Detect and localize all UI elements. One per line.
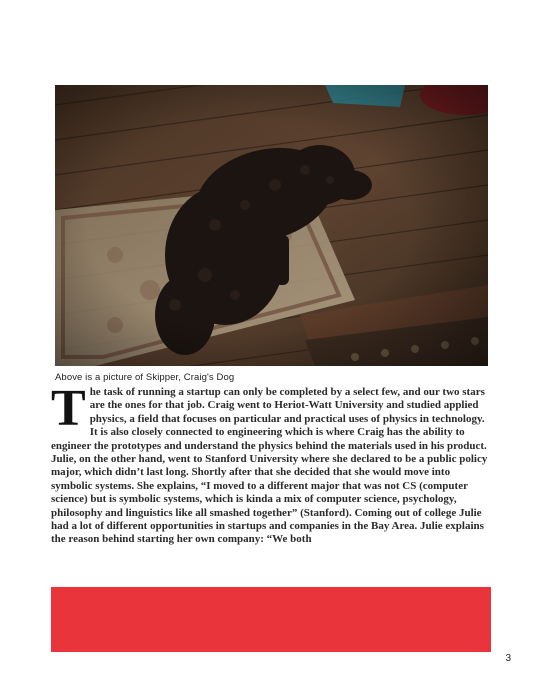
- drop-cap: T: [51, 380, 86, 437]
- photo-caption: Above is a picture of Skipper, Craig's Dog: [55, 372, 235, 383]
- dog-photo: [55, 85, 488, 366]
- article-paragraph-2: Julie, on the other hand, went to Stanford University where she declared to be a public policy major, which didn’t last long. Shortly after that she decided that she would move into symbolic systems. She explains, “I moved to a different major that was not CS (computer science) but is symbolic systems, which is kinda a mix of computer science, psychology, philosophy and linguistics like all smashed together” (Stanford). Coming out of college Julie had a lot of different opportunities in startups and companies in the Bay Area. Julie explains the reason behind starting her own company: “We both: [51, 453, 488, 546]
- page-number: 3: [505, 653, 511, 664]
- red-banner: [51, 587, 491, 652]
- article-body: [51, 380, 491, 547]
- dog-photo-illustration: [55, 85, 488, 366]
- article-paragraph-1: [51, 380, 491, 453]
- paragraph-1-text: he task of running a startup can only be completed by a select few, and our two stars are the ones for that job. Craig went to Heriot-Watt University and studied applied physics, a field that focuses on particular and practical uses of physics in technology. It is also closely connected to engineering which is where Craig has the ability to engineer the prototypes and understand the physics behind the materials used in his product.: [51, 386, 487, 452]
